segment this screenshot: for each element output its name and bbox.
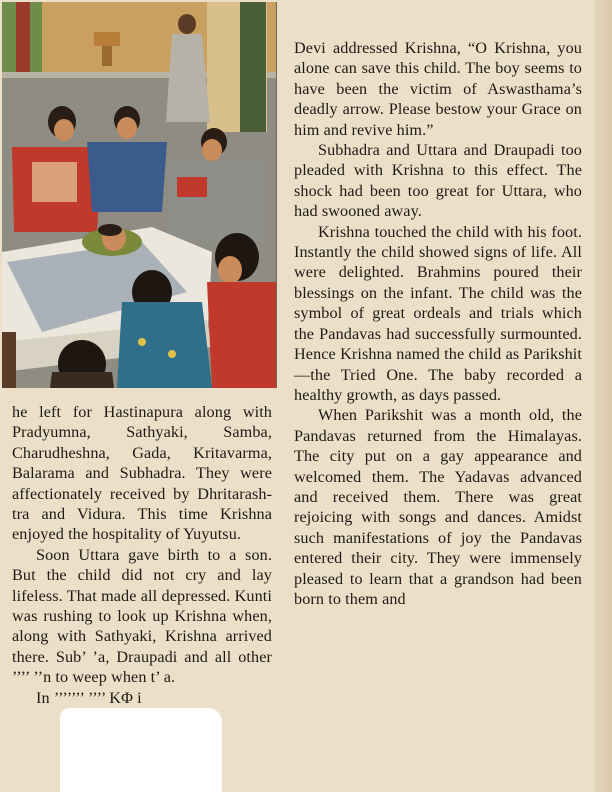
paragraph: he left for Hastinapura along with Pradyumna, Sathyaki, Samba, Charudheshna, Gada, Kritavarma, Balarama and Subhadra. They were affectionately received by Dhritarashtra and Vidura. This time Krishna enjoyed the hospitality of Yuyutsu.	[12, 403, 272, 544]
paragraph: In ’’’’’’’ ’’’’ KΦ i	[36, 688, 142, 707]
left-text-column	[12, 402, 272, 708]
paragraph: When Parikshit was a month old, the Pandavas returned from the Himalayas. The city put on a gay appearance and welcomed them. The Yadavas advanced and received them. There was great rejoicing with songs and dances. Amidst such manifestations of joy the Pandavas entered their city. They were immensely pleased to learn that a grandson had been born to them and	[294, 406, 582, 608]
page-edge	[594, 0, 612, 792]
torn-blank-area	[60, 708, 222, 792]
paragraph: Subhadra and Uttara and Draupadi too pleaded with Krishna to this effect. The shock had been too great for Uttara, who had swooned away.	[294, 141, 582, 221]
paragraph: Soon Uttara gave birth to a son. But the child did not cry and lay lifeless. That made all depressed. Kunti was rushing to look up Krishna when, along with Sathyaki, Krishna arrived there. Sub’ ’a, Draupadi and all other ’’’’ ’’n to weep when t’ a.	[12, 545, 272, 687]
paragraph: Devi addressed Krishna, “O Krishna, you alone can save this child. The boy seems to have been the victim of Aswasthama’s deadly arrow. Please bestow your Grace on him and revive him.”	[294, 39, 582, 139]
paragraph: Krishna touched the child with his foot. Instantly the child showed signs of life. All were delighted. Brahmins poured their blessings on the infant. The child was the symbol of great ordeals and trials which the Pandavas had successfully surmounted. Hence Krishna named the child as Parikshit—the Tried One. The baby recorded a healthy growth, as days passed.	[294, 222, 582, 404]
right-text-column	[294, 38, 582, 609]
illustration-women-around-infant-icon	[2, 2, 276, 388]
story-illustration	[2, 2, 277, 388]
